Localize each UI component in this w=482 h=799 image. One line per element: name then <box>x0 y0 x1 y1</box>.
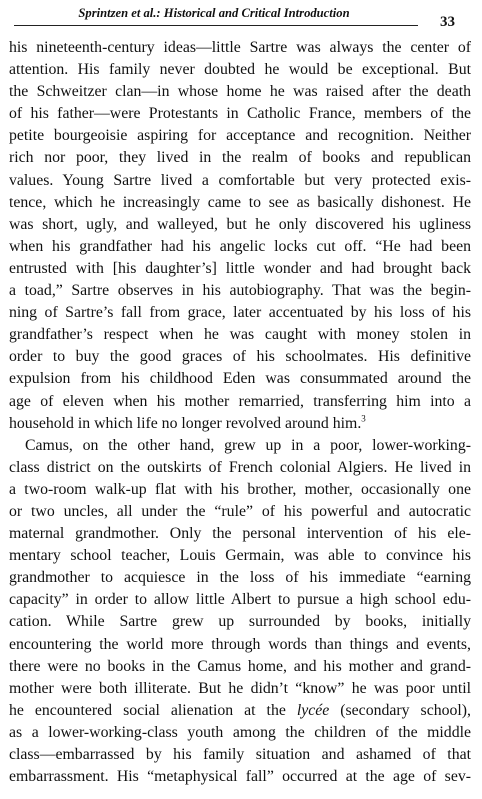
text-line: grandfather’s respect when he was caught with money stolen in <box>9 326 471 344</box>
text-line: cation. While Sartre grew up surrounded by books, initially <box>9 613 471 631</box>
text-line: encountering the world more through words than things and events, <box>9 635 471 653</box>
text-line: of his father—were Protestants in Catholic France, members of the <box>9 105 471 123</box>
text-line: a two-room walk-up flat with his brother, mother, occasionally one <box>9 480 471 498</box>
text-line: when his grandfather had his angelic locks cut off. “He had been <box>9 237 471 255</box>
italic-term: lycée <box>296 701 330 719</box>
text-line: as a lower-working-class youth among the children of the middle <box>9 723 471 741</box>
text-line: was short, ugly, and walleyed, but he only discovered his ugliness <box>9 215 471 233</box>
text-line: his nineteenth-century ideas—little Sartre was always the center of <box>9 39 471 56</box>
text-line: age of eleven when his mother remarried, transferring him into a <box>9 392 471 410</box>
text-line: or two uncles, all under the “rule” of his powerful and autocratic <box>9 502 471 520</box>
text-line: mother were both illiterate. But he didn’t “know” he was poor until <box>9 679 471 697</box>
text-line: order to buy the good graces of his schoolmates. His definitive <box>9 348 471 366</box>
text-line: class district on the outskirts of French colonial Algiers. He lived in <box>9 458 471 476</box>
text-line: a toad,” Sartre observes in his autobiography. That was the begin- <box>9 282 471 300</box>
text-line-continuation: (secondary school), <box>329 701 471 719</box>
text-line: attention. His family never doubted he would be exceptional. But <box>9 61 471 79</box>
text-line: entrusted with [his daughter’s] little wonder and had brought back <box>9 259 471 277</box>
text-line: tence, which he increasingly came to see as basically dishonest. He <box>9 193 471 211</box>
body-text <box>9 37 471 788</box>
header-rule <box>14 25 418 26</box>
running-head: Sprintzen et al.: Historical and Critical Introduction <box>78 6 350 20</box>
text-line: capacity” in order to allow little Albert to pursue a high school edu- <box>9 591 471 609</box>
text-line: embarrassment. His “metaphysical fall” occurred at the age of sev- <box>9 768 471 786</box>
text-line: ning of Sartre’s fall from grace, later accentuated by his loss of his <box>9 304 471 322</box>
text-line-content: he encountered social alienation at the <box>9 701 297 719</box>
text-line: class—embarrassed by his family situation and ashamed of that <box>9 746 471 763</box>
text-line: grandmother to acquiesce in the loss of his immediate “earning <box>9 569 471 587</box>
text-line: rich nor poor, they lived in the realm of books and republican <box>9 149 471 167</box>
text-line-with-footnote <box>9 413 471 435</box>
paragraph-start-line: Camus, on the other hand, grew up in a poor, lower-working- <box>25 436 471 454</box>
text-line-content: household in which life no longer revolved around him. <box>9 414 362 432</box>
text-line: there were no books in the Camus home, and his mother and grand- <box>9 657 471 675</box>
text-line: maternal grandmother. Only the personal intervention of his ele- <box>9 525 471 543</box>
text-line: petite bourgeoisie aspiring for acceptance and recognition. Neither <box>9 127 471 145</box>
text-line-with-italic <box>9 700 471 722</box>
page-number: 33 <box>440 14 455 30</box>
text-line: values. Young Sartre lived a comfortable but very protected exis- <box>9 171 471 189</box>
footnote-mark: 3 <box>361 413 366 424</box>
text-line: expulsion from his childhood Eden was consummated around the <box>9 370 471 388</box>
text-line: mentary school teacher, Louis Germain, was able to convince his <box>9 547 471 565</box>
text-line: the Schweitzer clan—in whose home he was raised after the death <box>9 83 471 101</box>
